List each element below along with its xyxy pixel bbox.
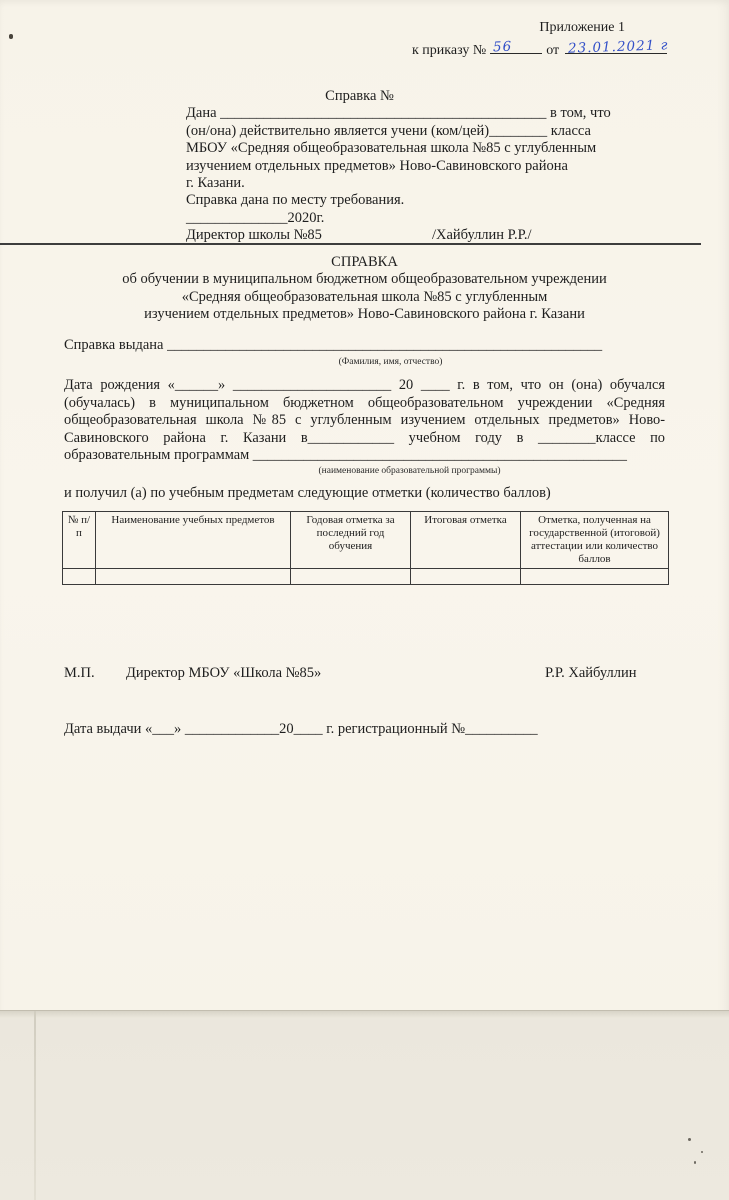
issued-prefix: Справка выдана xyxy=(64,337,168,353)
top-note-line-6: Справка дана по месту требования. xyxy=(186,192,405,209)
top-note-line-dana xyxy=(186,105,651,122)
director-label: Директор школы №85 xyxy=(186,227,322,244)
table-cell-empty xyxy=(411,569,521,585)
dana-blank: _____________________________________________ xyxy=(220,105,547,122)
table-cell-empty xyxy=(63,569,96,585)
grades-empty-row xyxy=(63,569,669,585)
appendix-label: Приложение 1 xyxy=(539,20,625,35)
fio-caption: (Фамилия, имя, отчество) xyxy=(338,357,443,367)
issued-to-line xyxy=(64,337,665,354)
scan-speck xyxy=(9,34,13,39)
footer-director-label: Директор МБОУ «Школа №85» xyxy=(126,665,322,681)
body-paragraph: Дата рождения «______» ______________________ 20 ____ г. в том, что он (она) обучался (обучалась) в муниципальном бюджетном общеобразовательном учреждении «Средняя общеобразовательная школа №85 с углубленным изучением отдельных предметов» Ново-Савиновского района г. Казани в____________ учебном году в ________классе по образовательным программам ____________________________________________________ xyxy=(64,377,665,463)
scan-fold-line xyxy=(34,1011,36,1200)
scan-crease-band xyxy=(0,1010,729,1200)
dana-prefix: Дана xyxy=(186,105,221,122)
spravka-title: СПРАВКА xyxy=(331,254,398,270)
col-header-state-exam-mark: Отметка, полученная на государственной (итоговой) аттестации или количество баллов xyxy=(521,512,669,569)
top-note-title: Справка № xyxy=(325,88,394,104)
scan-speck xyxy=(694,1161,696,1164)
order-prefix: к приказу № xyxy=(412,43,487,58)
handwritten-order-date: 23.01.2021 г xyxy=(567,37,669,57)
spravka-subtitle-2: «Средняя общеобразовательная школа №85 с углубленным xyxy=(181,288,548,305)
spravka-heading xyxy=(0,254,729,323)
issued-blank: ____________________________________________________________ xyxy=(167,337,603,353)
table-cell-empty xyxy=(96,569,291,585)
col-header-final-mark: Итоговая отметка xyxy=(411,512,521,569)
scan-speck xyxy=(701,1151,703,1153)
table-cell-empty xyxy=(291,569,411,585)
grades-header-row xyxy=(63,512,669,569)
horizontal-rule xyxy=(0,243,701,245)
footer-director-name: Р.Р. Хайбуллин xyxy=(545,665,637,681)
top-note-line-7: ______________2020г. xyxy=(186,209,325,226)
marks-intro-line: и получил (а) по учебным предметам следующие отметки (количество баллов) xyxy=(64,485,551,501)
top-note-line-4: изучением отдельных предметов» Ново-Савиновского района xyxy=(186,157,568,174)
order-number-blank xyxy=(490,39,542,54)
table-cell-empty xyxy=(521,569,669,585)
scan-speck xyxy=(688,1138,691,1141)
top-note-line-2: (он/она) действительно является учени (ком/цей)________ класса xyxy=(186,122,591,139)
order-date-blank xyxy=(565,37,669,57)
top-note-line-5: г. Казани. xyxy=(186,175,245,192)
spravka-subtitle-3: изучением отдельных предметов» Ново-Савиновского района г. Казани xyxy=(144,305,585,322)
handwritten-order-number: 56 xyxy=(492,38,513,56)
top-certificate-block xyxy=(186,88,651,245)
director-signature: /Хайбуллин Р.Р./ xyxy=(431,227,532,244)
dana-suffix: в том, что xyxy=(546,105,611,122)
order-from-label: от xyxy=(546,43,560,58)
order-line xyxy=(412,39,667,59)
signature-row xyxy=(0,665,729,685)
col-header-year-mark: Годовая отметка за последний год обучения xyxy=(291,512,411,569)
col-header-subject: Наименование учебных предметов xyxy=(96,512,291,569)
top-note-line-3: МБОУ «Средняя общеобразовательная школа №85 с углубленным xyxy=(186,140,597,157)
spravka-subtitle-1: об обучении в муниципальном бюджетном общеобразовательном учреждении xyxy=(122,271,607,288)
mp-label: М.П. xyxy=(64,665,95,681)
program-caption: (наименование образовательной программы) xyxy=(318,466,501,476)
grades-table xyxy=(62,511,669,585)
col-header-number: № п/п xyxy=(63,512,96,569)
issue-date-line: Дата выдачи «___» _____________20____ г. регистрационный №__________ xyxy=(64,721,538,737)
